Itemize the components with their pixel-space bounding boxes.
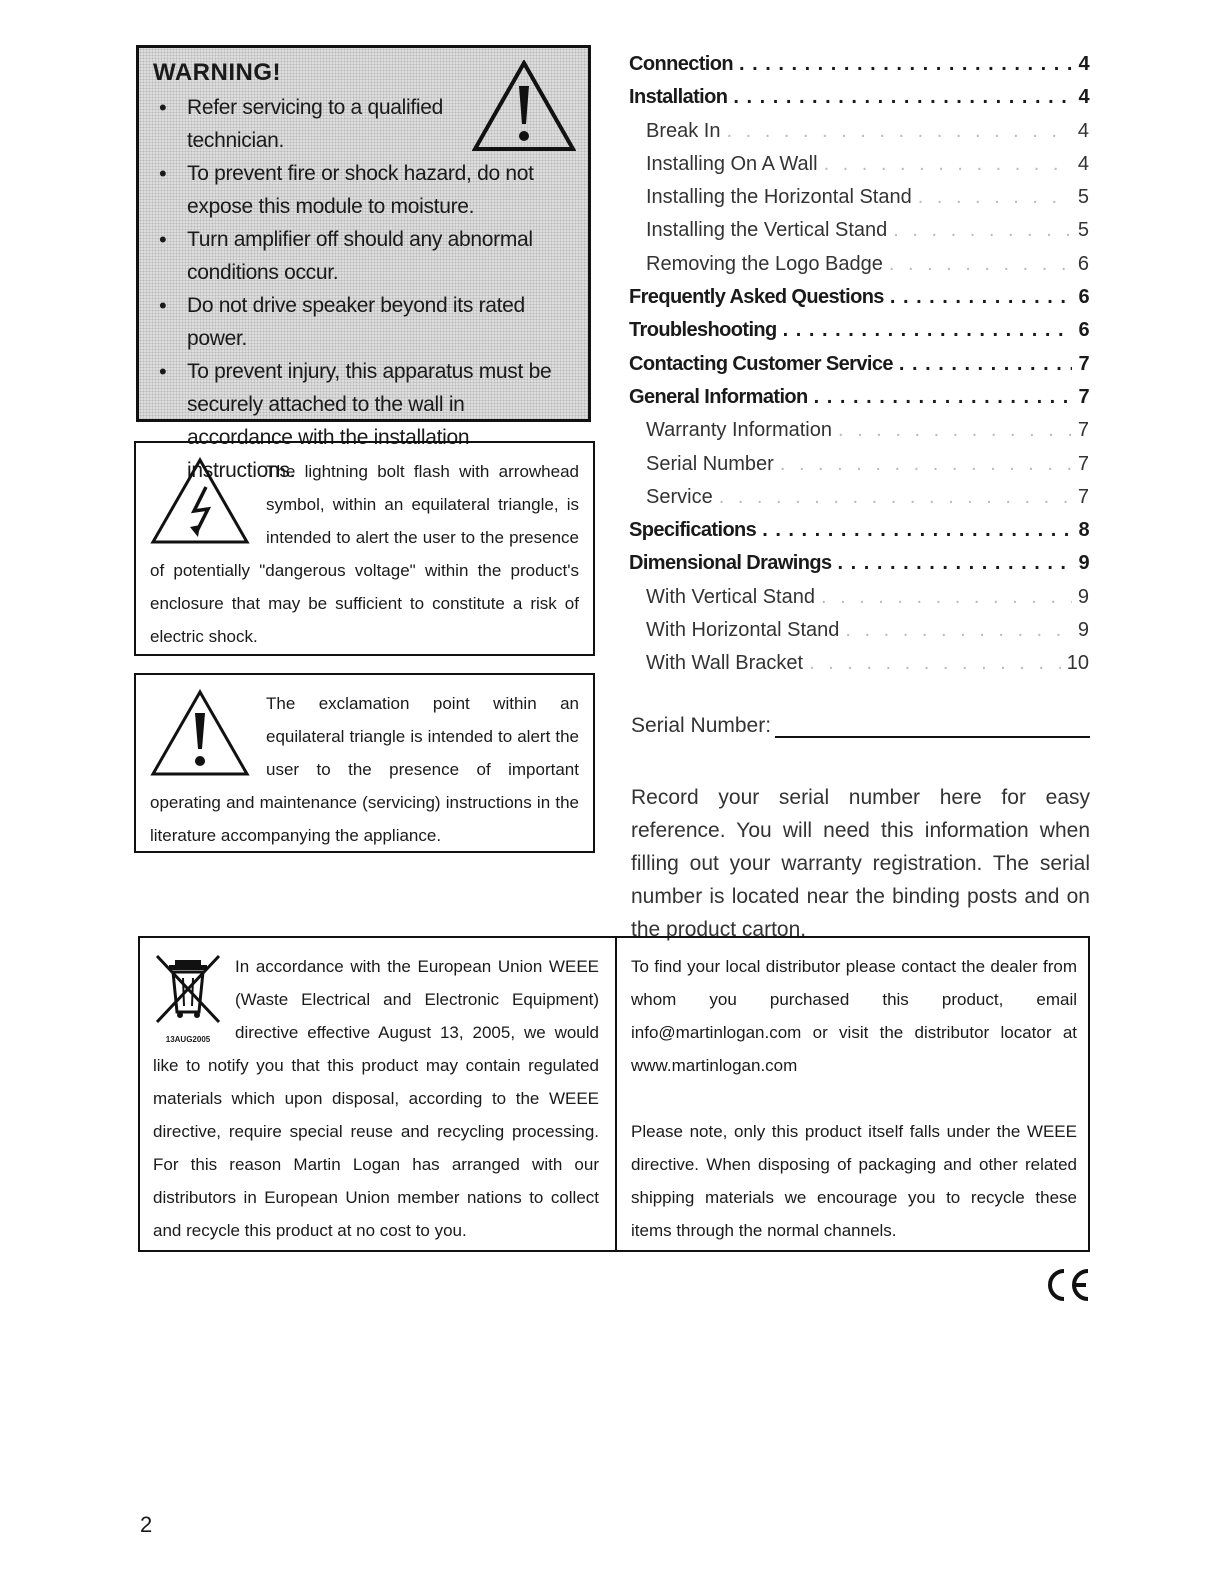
toc-label: With Horizontal Stand: [646, 619, 840, 642]
toc-page: 9: [1078, 552, 1089, 575]
toc-entry[interactable]: [629, 186, 1089, 219]
exclamation-symbol-box: [134, 673, 595, 853]
toc-entry[interactable]: [629, 219, 1089, 252]
toc-entry[interactable]: [629, 619, 1089, 652]
toc-label: General Information: [629, 385, 808, 408]
toc-page: 4: [1077, 119, 1089, 142]
toc-label: With Wall Bracket: [646, 652, 804, 675]
bin-icon-date: 13AUG2005: [165, 1035, 211, 1044]
crossed-bin-icon: [153, 952, 223, 1045]
weee-right-text-2: Please note, only this product itself falls under the WEEE directive. When disposing of packaging and other related shipping materials we encourage you to recycle these items through the normal channels.: [631, 1122, 1077, 1240]
toc-entry[interactable]: [629, 586, 1089, 619]
toc-page: 7: [1078, 385, 1089, 408]
toc-entry[interactable]: [629, 319, 1089, 352]
page-number: 2: [140, 1512, 153, 1537]
toc-label: Dimensional Drawings: [629, 552, 832, 575]
serial-number-note: Record your serial number here for easy reference. You will need this information when filling out your warranty registration. The serial number is located near the binding posts and on the product carton.: [631, 786, 1090, 941]
toc-page: 7: [1077, 419, 1089, 442]
toc-entry[interactable]: [629, 86, 1089, 119]
weee-left-text: In accordance with the European Union WEEE (Waste Electrical and Electronic Equipment) directive effective August 13, 2005, we would like to notify you that this product may contain regulated materials which upon disposal, according to the WEEE directive, require special reuse and recycling processing. For this reason Martin Logan has arranged with our distributors in European Union member nations to collect and recycle this product at no cost to you.: [153, 957, 599, 1240]
toc-entry[interactable]: [629, 519, 1089, 552]
toc-page: 8: [1078, 519, 1089, 542]
toc-label: Specifications: [629, 519, 757, 542]
weee-notice: [153, 950, 599, 1247]
toc-label: Contacting Customer Service: [629, 352, 893, 375]
warning-item: • Turn amplifier off should any abnormal conditions occur.: [153, 223, 578, 289]
warning-box: [136, 45, 591, 482]
toc-page: 4: [1078, 53, 1089, 75]
serial-number-label: Serial Number:: [631, 714, 772, 737]
toc-page: 9: [1077, 585, 1089, 608]
warning-item: • To prevent fire or shock hazard, do not expose this module to moisture.: [153, 157, 578, 223]
toc-page: 7: [1077, 452, 1089, 475]
toc-label: Warranty Information: [646, 419, 832, 442]
exclamation-symbol-text: The exclamation point within an equilateral triangle is intended to alert the user to the presence of important operating and maintenance (servicing) instructions in the literature accompanying the appliance.: [150, 694, 579, 845]
toc-label: Installing the Vertical Stand: [646, 219, 888, 242]
toc-entry[interactable]: [629, 486, 1089, 519]
toc-page: 7: [1078, 352, 1089, 375]
weee-divider: [615, 938, 617, 1250]
toc-label: Serial Number: [646, 452, 774, 475]
exclamation-triangle-icon: [472, 60, 576, 152]
toc-entry[interactable]: [629, 386, 1089, 419]
toc-page: 6: [1077, 252, 1089, 275]
toc-label: Service: [646, 485, 713, 508]
warning-item: • Refer servicing to a qualified technician.: [153, 91, 578, 157]
toc-entry[interactable]: [629, 419, 1089, 452]
toc-label: Installation: [629, 86, 728, 109]
toc-entry[interactable]: [629, 286, 1089, 319]
toc-label: Installing On A Wall: [646, 152, 818, 175]
toc-page: 4: [1078, 86, 1089, 109]
toc-label: Troubleshooting: [629, 319, 777, 342]
exclamation-triangle-icon: [150, 689, 250, 777]
toc-page: 4: [1077, 152, 1089, 175]
toc-page: 6: [1078, 319, 1089, 342]
toc-page: 5: [1077, 186, 1089, 209]
serial-number-field: [631, 714, 1090, 738]
weee-distributor-info: [631, 950, 1077, 1247]
weee-right-text-1: To find your local distributor please contact the dealer from whom you purchased this product, email info@martinlogan.com or visit the distributor locator at www.martinlogan.com: [631, 957, 1077, 1075]
toc-page: 5: [1077, 219, 1089, 242]
toc-entry[interactable]: [629, 353, 1089, 386]
lightning-triangle-icon: [150, 457, 250, 545]
toc-entry[interactable]: [629, 453, 1089, 486]
lightning-symbol-text: The lightning bolt flash with arrowhead symbol, within an equilateral triangle, is intended to alert the user to the presence of potentially "dangerous voltage" within the product's enclosure that may be sufficient to constitute a risk of electric shock.: [150, 462, 579, 646]
warning-item: • To prevent injury, this apparatus must be securely attached to the wall in accordance with the installation instructions.: [153, 355, 578, 487]
toc-page: 10: [1066, 652, 1089, 675]
toc-label: Break In: [646, 119, 721, 142]
toc-entry[interactable]: [629, 253, 1089, 286]
toc-label: With Vertical Stand: [646, 585, 815, 608]
toc-label: Connection: [629, 53, 733, 75]
toc-entry[interactable]: [629, 53, 1089, 86]
warning-item: • Do not drive speaker beyond its rated power.: [153, 289, 578, 355]
ce-mark-icon: [1042, 1265, 1092, 1305]
toc-page: 9: [1077, 619, 1089, 642]
toc-page: 7: [1077, 485, 1089, 508]
weee-box: [138, 936, 1090, 1252]
table-of-contents: [629, 53, 1089, 686]
toc-label: Installing the Horizontal Stand: [646, 186, 912, 209]
toc-entry[interactable]: [629, 153, 1089, 186]
toc-label: Removing the Logo Badge: [646, 252, 883, 275]
warning-title: WARNING!: [153, 59, 281, 86]
toc-entry[interactable]: [629, 120, 1089, 153]
lightning-symbol-box: [134, 441, 595, 656]
toc-label: Frequently Asked Questions: [629, 286, 884, 309]
serial-number-blank: [775, 714, 1090, 738]
toc-entry[interactable]: [629, 552, 1089, 585]
toc-entry[interactable]: [629, 652, 1089, 685]
toc-page: 6: [1078, 286, 1089, 309]
